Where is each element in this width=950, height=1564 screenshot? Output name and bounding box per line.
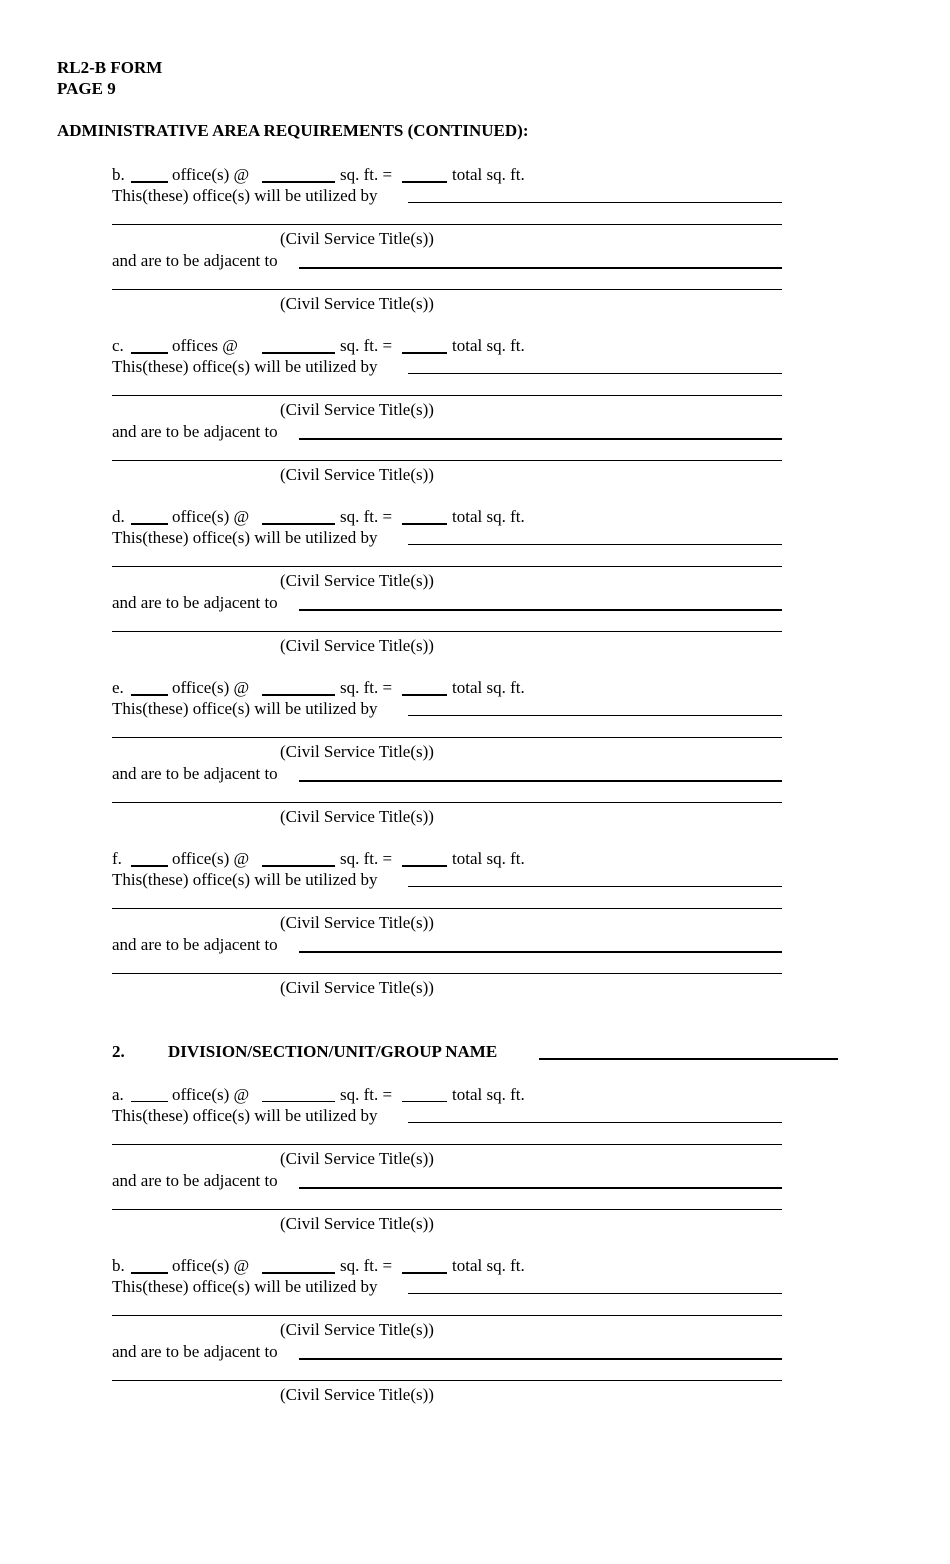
civil-service-caption: (Civil Service Title(s)) — [280, 636, 434, 655]
group-name-field[interactable] — [539, 1058, 838, 1060]
sqft-per-office-field[interactable] — [262, 352, 335, 354]
adjacent-to-label: and are to be adjacent to — [112, 251, 278, 270]
item-letter: a. — [112, 1085, 124, 1104]
total-sqft-field[interactable] — [402, 1101, 447, 1102]
utilized-by-field[interactable] — [408, 202, 782, 203]
item-letter: b. — [112, 1256, 125, 1275]
item-letter: c. — [112, 336, 124, 355]
office-count-field[interactable] — [131, 865, 168, 867]
utilized-by-label: This(these) office(s) will be utilized by — [112, 357, 378, 376]
utilized-by-field-continued[interactable] — [112, 224, 782, 225]
item-letter: b. — [112, 165, 125, 184]
adjacent-to-label: and are to be adjacent to — [112, 422, 278, 441]
item-letter: e. — [112, 678, 124, 697]
civil-service-caption: (Civil Service Title(s)) — [280, 1320, 434, 1339]
civil-service-caption: (Civil Service Title(s)) — [280, 807, 434, 826]
adjacent-to-field[interactable] — [299, 1358, 782, 1360]
sqft-equals-label: sq. ft. = — [340, 1085, 393, 1104]
utilized-by-field-continued[interactable] — [112, 908, 782, 909]
civil-service-caption: (Civil Service Title(s)) — [280, 742, 434, 761]
utilized-by-field[interactable] — [408, 544, 782, 545]
utilized-by-field-continued[interactable] — [112, 566, 782, 567]
item-letter: f. — [112, 849, 122, 868]
civil-service-caption: (Civil Service Title(s)) — [280, 400, 434, 419]
adjacent-to-field-continued[interactable] — [112, 1209, 782, 1210]
sqft-equals-label: sq. ft. = — [340, 507, 393, 526]
civil-service-caption: (Civil Service Title(s)) — [280, 294, 434, 313]
civil-service-caption: (Civil Service Title(s)) — [280, 1385, 434, 1404]
offices-label: office(s) @ — [172, 849, 250, 868]
total-sqft-label: total sq. ft. — [452, 1256, 525, 1275]
total-sqft-field[interactable] — [402, 181, 447, 183]
section-2-number: 2. — [112, 1042, 125, 1061]
total-sqft-field[interactable] — [402, 694, 447, 696]
utilized-by-field-continued[interactable] — [112, 1315, 782, 1316]
civil-service-caption: (Civil Service Title(s)) — [280, 1149, 434, 1168]
total-sqft-label: total sq. ft. — [452, 1085, 525, 1104]
utilized-by-field-continued[interactable] — [112, 395, 782, 396]
utilized-by-label: This(these) office(s) will be utilized by — [112, 870, 378, 889]
section-title: ADMINISTRATIVE AREA REQUIREMENTS (CONTINUED): — [57, 121, 529, 140]
section-2-title: DIVISION/SECTION/UNIT/GROUP NAME — [168, 1042, 498, 1061]
total-sqft-field[interactable] — [402, 352, 447, 354]
adjacent-to-label: and are to be adjacent to — [112, 935, 278, 954]
sqft-per-office-field[interactable] — [262, 523, 335, 525]
total-sqft-label: total sq. ft. — [452, 507, 525, 526]
utilized-by-field[interactable] — [408, 715, 782, 716]
utilized-by-label: This(these) office(s) will be utilized by — [112, 1277, 378, 1296]
office-count-field[interactable] — [131, 1101, 168, 1102]
adjacent-to-field[interactable] — [299, 780, 782, 782]
adjacent-to-field[interactable] — [299, 951, 782, 953]
utilized-by-field[interactable] — [408, 1293, 782, 1294]
adjacent-to-field[interactable] — [299, 438, 782, 440]
adjacent-to-field-continued[interactable] — [112, 1380, 782, 1381]
sqft-equals-label: sq. ft. = — [340, 1256, 393, 1275]
offices-label: office(s) @ — [172, 507, 250, 526]
office-count-field[interactable] — [131, 181, 168, 183]
sqft-equals-label: sq. ft. = — [340, 165, 393, 184]
adjacent-to-label: and are to be adjacent to — [112, 1171, 278, 1190]
item-letter: d. — [112, 507, 125, 526]
offices-label: offices @ — [172, 336, 238, 355]
office-count-field[interactable] — [131, 523, 168, 525]
utilized-by-label: This(these) office(s) will be utilized by — [112, 528, 378, 547]
sqft-equals-label: sq. ft. = — [340, 678, 393, 697]
total-sqft-field[interactable] — [402, 1272, 447, 1274]
offices-label: office(s) @ — [172, 1085, 250, 1104]
utilized-by-label: This(these) office(s) will be utilized by — [112, 1106, 378, 1125]
utilized-by-field[interactable] — [408, 886, 782, 887]
total-sqft-label: total sq. ft. — [452, 165, 525, 184]
adjacent-to-field-continued[interactable] — [112, 289, 782, 290]
sqft-per-office-field[interactable] — [262, 865, 335, 867]
civil-service-caption: (Civil Service Title(s)) — [280, 229, 434, 248]
sqft-per-office-field[interactable] — [262, 1272, 335, 1274]
sqft-equals-label: sq. ft. = — [340, 849, 393, 868]
form-id: RL2-B FORM — [57, 58, 163, 77]
offices-label: office(s) @ — [172, 165, 250, 184]
adjacent-to-field-continued[interactable] — [112, 460, 782, 461]
civil-service-caption: (Civil Service Title(s)) — [280, 465, 434, 484]
sqft-per-office-field[interactable] — [262, 1101, 335, 1102]
total-sqft-label: total sq. ft. — [452, 849, 525, 868]
adjacent-to-label: and are to be adjacent to — [112, 764, 278, 783]
civil-service-caption: (Civil Service Title(s)) — [280, 978, 434, 997]
civil-service-caption: (Civil Service Title(s)) — [280, 913, 434, 932]
adjacent-to-field[interactable] — [299, 609, 782, 611]
civil-service-caption: (Civil Service Title(s)) — [280, 1214, 434, 1233]
total-sqft-label: total sq. ft. — [452, 336, 525, 355]
office-count-field[interactable] — [131, 694, 168, 696]
adjacent-to-field[interactable] — [299, 1187, 782, 1189]
adjacent-to-field[interactable] — [299, 267, 782, 269]
offices-label: office(s) @ — [172, 678, 250, 697]
utilized-by-field-continued[interactable] — [112, 737, 782, 738]
adjacent-to-field-continued[interactable] — [112, 802, 782, 803]
utilized-by-field-continued[interactable] — [112, 1144, 782, 1145]
civil-service-caption: (Civil Service Title(s)) — [280, 571, 434, 590]
utilized-by-label: This(these) office(s) will be utilized by — [112, 699, 378, 718]
total-sqft-field[interactable] — [402, 865, 447, 867]
sqft-equals-label: sq. ft. = — [340, 336, 393, 355]
page-number: PAGE 9 — [57, 79, 116, 98]
adjacent-to-field-continued[interactable] — [112, 973, 782, 974]
utilized-by-field[interactable] — [408, 373, 782, 374]
office-count-field[interactable] — [131, 1272, 168, 1274]
utilized-by-field[interactable] — [408, 1122, 782, 1123]
adjacent-to-label: and are to be adjacent to — [112, 593, 278, 612]
adjacent-to-label: and are to be adjacent to — [112, 1342, 278, 1361]
total-sqft-field[interactable] — [402, 523, 447, 525]
sqft-per-office-field[interactable] — [262, 181, 335, 183]
office-count-field[interactable] — [131, 352, 168, 354]
utilized-by-label: This(these) office(s) will be utilized by — [112, 186, 378, 205]
offices-label: office(s) @ — [172, 1256, 250, 1275]
sqft-per-office-field[interactable] — [262, 694, 335, 696]
adjacent-to-field-continued[interactable] — [112, 631, 782, 632]
total-sqft-label: total sq. ft. — [452, 678, 525, 697]
